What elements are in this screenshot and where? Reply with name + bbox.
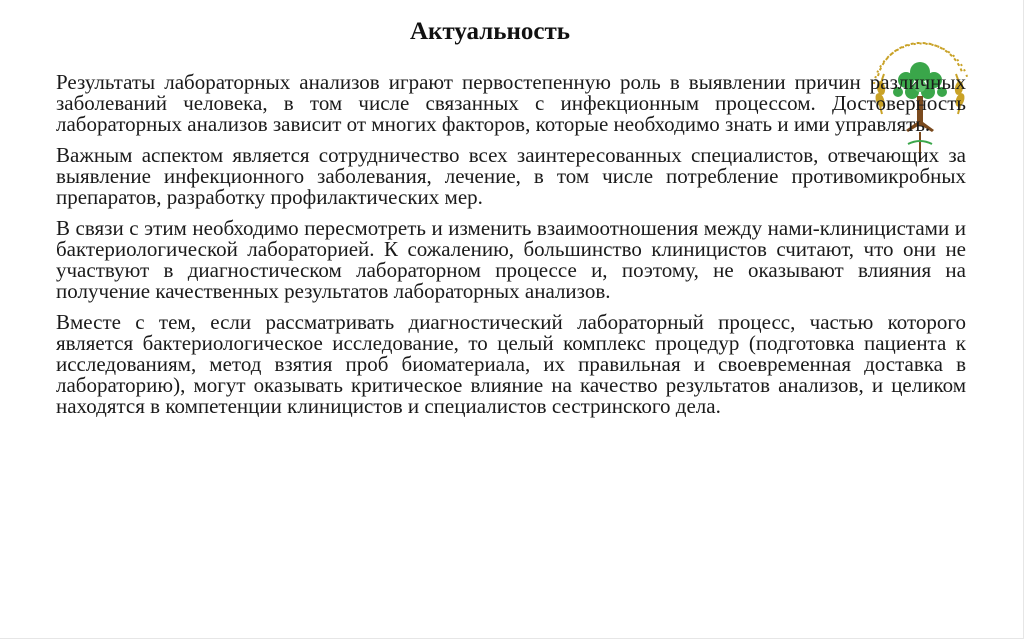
slide-body <box>56 72 966 427</box>
slide-title: Актуальность <box>409 18 571 45</box>
paragraph-1: Результаты лабораторных анализов играют первостепенную роль в выявлении причин различных заболеваний человека, в том числе связанных с инфекционным процессом. Достоверность лабораторных анализов зависит от многих факторов, которые необходимо знать и ими управлять. <box>56 70 966 136</box>
paragraph-4: Вместе с тем, если рассматривать диагностический лабораторный процесс, частью которого является бактериологическое исследование, то целый комплекс процедур (подготовка пациента к исследованиям, метод взятия проб биоматериала, их правильная и своевременная доставка в лабораторию), могут оказывать критическое влияние на качество результатов анализов, и целиком находятся в компетенции клиницистов и специалистов сестринского дела. <box>56 310 966 418</box>
paragraph-3: В связи с этим необходимо пересмотреть и изменить взаимоотношения между нами-клиницистами и бактериологической лабораторией. К сожалению, большинство клиницистов считают, что они не участвуют в диагностическом лабораторном процессе и, поэтому, не оказывают влияния на получение качественных результатов лабораторных анализов. <box>56 216 966 303</box>
paragraph-2: Важным аспектом является сотрудничество всех заинтересованных специалистов, отвечающих за выявление инфекционного заболевания, лечение, в том числе потребление противомикробных препаратов, разработку профилактических мер. <box>56 143 966 209</box>
